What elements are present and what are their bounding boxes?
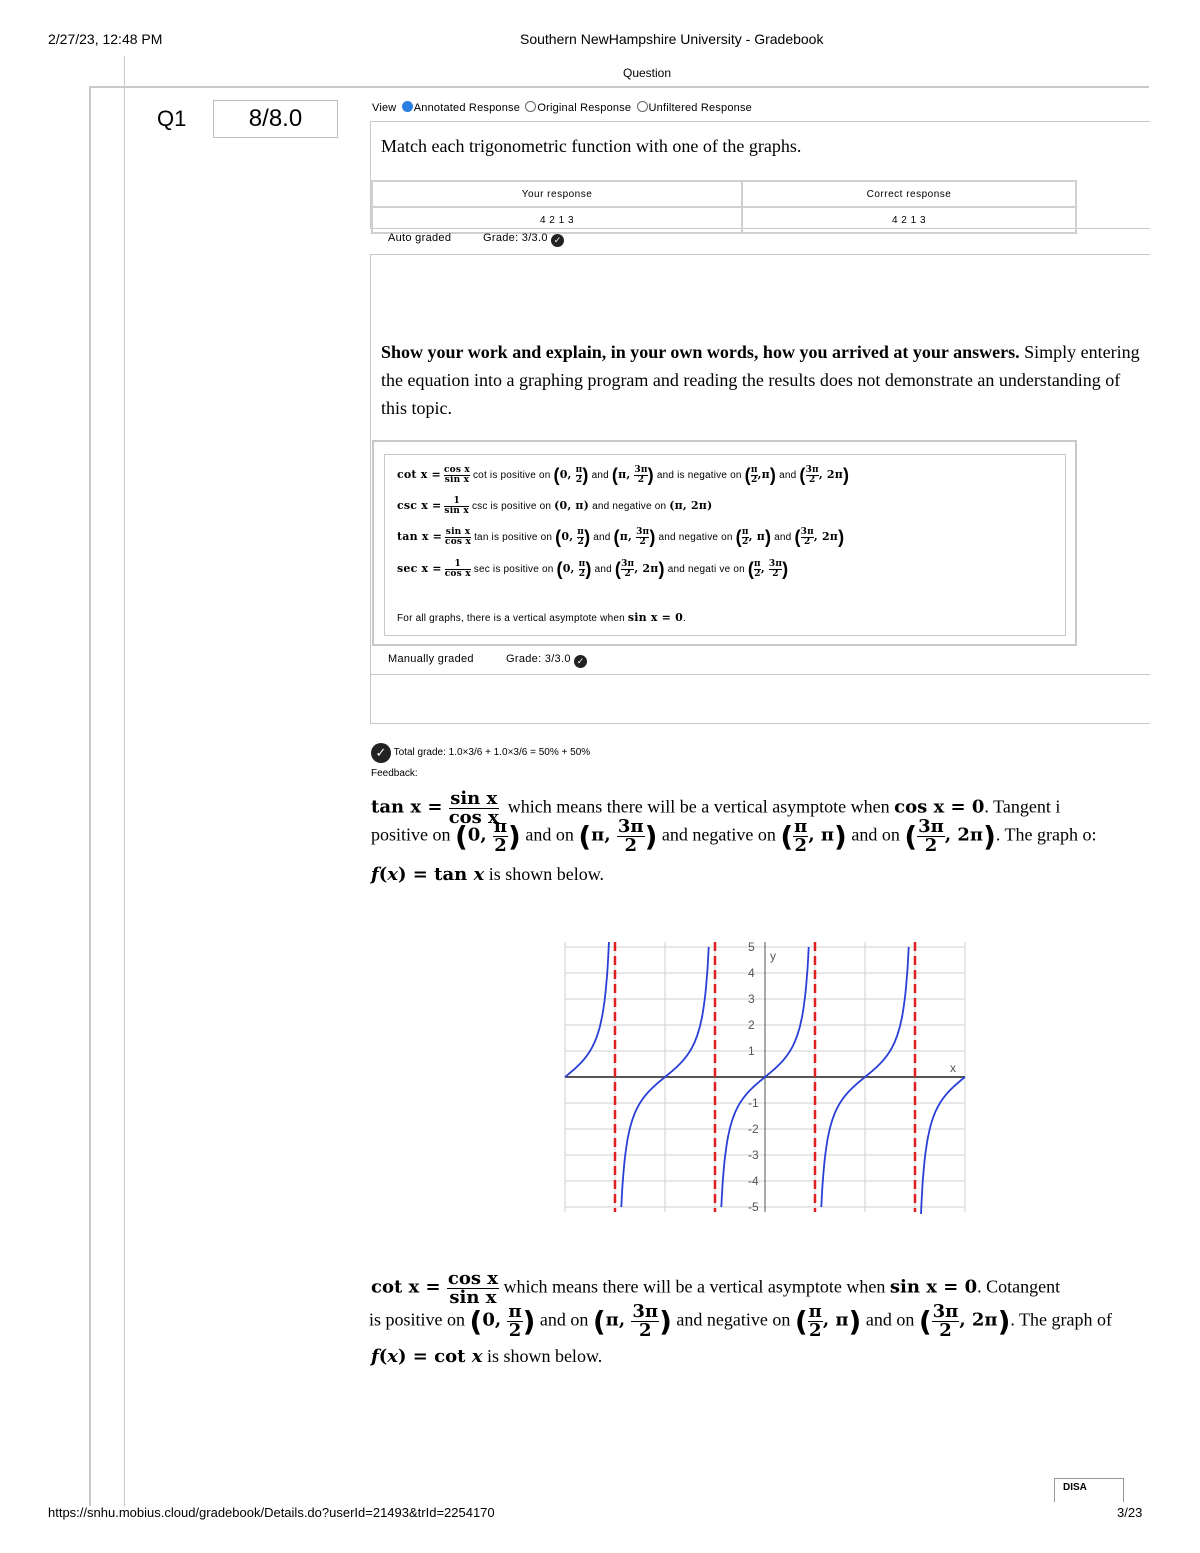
check-icon: ✓ [551,234,564,247]
cot-and-on-2: and on [865,1309,915,1330]
tan-and-on-2: and on [851,824,900,845]
y-tick-label: -5 [748,1200,759,1214]
cot-and-neg: and negative on [676,1309,791,1330]
y-tick-label: -2 [748,1122,759,1136]
question-number: Q1 [157,106,187,131]
page-title: Southern NewHampshire University - Gradebook [520,31,824,47]
tan-l3: is shown below. [488,864,605,884]
tan-l1a: which means there will be a vertical asymptote when [507,796,890,817]
work-line-tan: tan x = $\frac{\text{sin x}}{\text{cos x}}$ tan is positive on (0, $\frac{\pi}{2}$ ) and (π, $\frac{3\pi}{2}$ ) and negative on ( $\frac{\pi}{2}$ , π) and ( $\frac{3\pi}{2}$ , 2π) [397,527,845,547]
cot-l2a: is positive on [369,1309,466,1330]
tan-lead: tan x = [397,530,443,544]
view-label: View [372,102,397,114]
feedback-cot-line2: is positive on (0, $\frac{\pi}{2}$ ) and on (π, $\frac{3\pi}{2}$ ) and negative on ( $\frac{\pi}{2}$ , π) and on ( $\frac{3\pi}{2}$ , 2π). The graph of [369,1301,1113,1341]
y-tick-label: 5 [748,942,755,954]
question-box [370,121,1150,229]
for-all-text: For all graphs, there is a vertical asymptote when [397,613,625,624]
student-work [384,454,1066,636]
comment-box [370,674,1150,724]
manual-grade-text: Grade: 3/3.0 [506,653,571,665]
manual-graded-label: Manually graded [388,653,474,665]
csc-text: csc is positive on [471,501,552,513]
student-work-panel [372,440,1077,646]
sec-lead: sec x = [397,562,442,576]
cot-l2b: . The graph of [1010,1309,1113,1330]
cot-text: cot is positive on [472,470,551,482]
disa-badge: DISA [1054,1478,1124,1502]
tan-branch-5 [921,1077,965,1214]
auto-grade-value [483,232,564,247]
y-tick-label: 2 [748,1018,755,1032]
correct-response-header: Correct response [742,181,1076,207]
tan-and-neg: and negative on [661,824,776,845]
radio-original[interactable] [525,101,536,112]
view-options [372,101,752,114]
cot-lead: cot x = [397,468,441,482]
feedback-cot-line1: cot x = $\frac{\text{cos x}}{\text{sin x}}$ which means there will be a vertical asymptote when sin x = 0. Cotangent [371,1268,1061,1308]
feedback-tan-line2: positive on (0, $\frac{\pi}{2}$ ) and on (π, $\frac{3\pi}{2}$ ) and negative on ( $\frac{\pi}{2}$ , π) and on ( $\frac{3\pi}{2}$ , 2π). The graph o: [371,816,1097,856]
work-line-sec: sec x = $\frac{1}{\text{cos x}}$ sec is positive on (0, $\frac{\pi}{2}$ ) and ( $\frac{3\pi}{2}$ , 2π) and negati ve on ( $\frac{\pi}{2}$ , $\frac{3\pi}{2}$ ) [397,559,789,579]
your-response-header: Your response [372,181,742,207]
cot-and-on: and on [539,1309,589,1330]
view-option-unfiltered[interactable]: Unfiltered Response [648,102,752,114]
total-check-icon: ✓ [371,743,391,763]
and-3: and [593,532,611,544]
print-datetime: 2/27/23, 12:48 PM [48,31,163,47]
feedback-cot-line3: f(x) = cot x is shown below. [371,1346,603,1367]
instructions-bold: Show your work and explain, in your own words, how you arrived at your answers. [381,342,1020,362]
work-line-asymptote: For all graphs, there is a vertical asymptote when sin x = 0. [397,611,686,624]
question-prompt: Match each trigonometric function with one of the graphs. [381,136,802,156]
y-tick-label: -3 [748,1148,759,1162]
tan-l1b: . Tangent i [984,796,1061,817]
tan-and-on: and on [525,824,574,845]
y-tick-label: 4 [748,966,755,980]
tan-l2b: . The graph o: [995,824,1097,845]
y-tick-label: -4 [748,1174,759,1188]
tan-graph [540,942,970,1214]
left-rule-outer [89,86,91,1506]
view-option-original[interactable]: Original Response [537,102,632,114]
question-score: 8/8.0 [213,100,338,138]
auto-grade-text: Grade: 3/3.0 [483,232,548,244]
and-2: and [779,470,797,482]
and-is-negative: and is negative on [656,470,742,482]
and-negative-1: and negative on [592,501,667,513]
correct-response-value: 4 2 1 3 [742,207,1076,233]
tan-l2a: positive on [371,824,451,845]
page-number: 3/23 [1117,1505,1143,1520]
cot-l1b: . Cotangent [977,1276,1061,1297]
tan-text: tan is positive on [474,532,553,544]
manual-grade-value [506,653,587,668]
cot-l1a: which means there will be a vertical asymptote when [503,1276,886,1297]
y-tick-label: 3 [748,992,755,1006]
footer-url[interactable]: https://snhu.mobius.cloud/gradebook/Details.do?userId=21493&trId=2254170 [48,1505,495,1520]
feedback-tan-line1: tan x = $\frac{\text{sin x}}{\text{cos x}}$ which means there will be a vertical asymptote when cos x = 0. Tangent i [371,788,1061,828]
x-axis-label: x [950,1061,956,1075]
radio-unfiltered[interactable] [637,101,648,112]
response-table [371,180,1077,234]
and-4: and [774,532,792,544]
and-1: and [591,470,609,482]
your-response-value: 4 2 1 3 [372,207,742,233]
tan-branch-1 [565,942,609,1077]
top-rule [89,86,1149,88]
y-tick-label: 1 [748,1044,755,1058]
sec-text: sec is positive on [473,564,554,576]
and-5: and [594,564,612,576]
feedback-tan-line3: f(x) = tan x is shown below. [371,864,605,885]
work-instructions [381,338,1146,422]
y-axis-label: y [770,949,776,963]
and-negative-3: and negati ve on [667,564,745,576]
work-line-csc: csc x = $\frac{1}{\text{sin x}}$ csc is positive on (0, π) and negative on (π, 2π) [397,496,713,516]
y-tick-label: -1 [748,1096,759,1110]
csc-lead: csc x = [397,499,442,513]
cot-l3: is shown below. [486,1346,603,1366]
section-label: Question [623,66,672,80]
and-negative-2: and negative on [658,532,733,544]
total-grade-row [371,743,590,763]
feedback-label: Feedback: [371,768,418,779]
auto-graded-label: Auto graded [388,232,452,244]
instructions-rest: Simply entering the equation into a graphing program and reading the results does not demonstrate an understanding of this topic. [381,342,1140,418]
left-rule-inner [124,56,125,1506]
check-icon-2: ✓ [574,655,587,668]
view-option-annotated[interactable]: Annotated Response [413,102,521,114]
work-line-cot: cot x = $\frac{\text{cos x}}{\text{sin x}}$ cot is positive on (0, $\frac{\pi}{2}$ ) and (π, $\frac{3\pi}{2}$ ) and is negative on ( $\frac{\pi}{2}$ ,π) and ( $\frac{3\pi}{2}$ , 2π) [397,465,850,485]
total-grade-text: Total grade: 1.0×3/6 + 1.0×3/6 = 50% + 50% [393,747,591,758]
radio-annotated[interactable] [402,101,413,112]
